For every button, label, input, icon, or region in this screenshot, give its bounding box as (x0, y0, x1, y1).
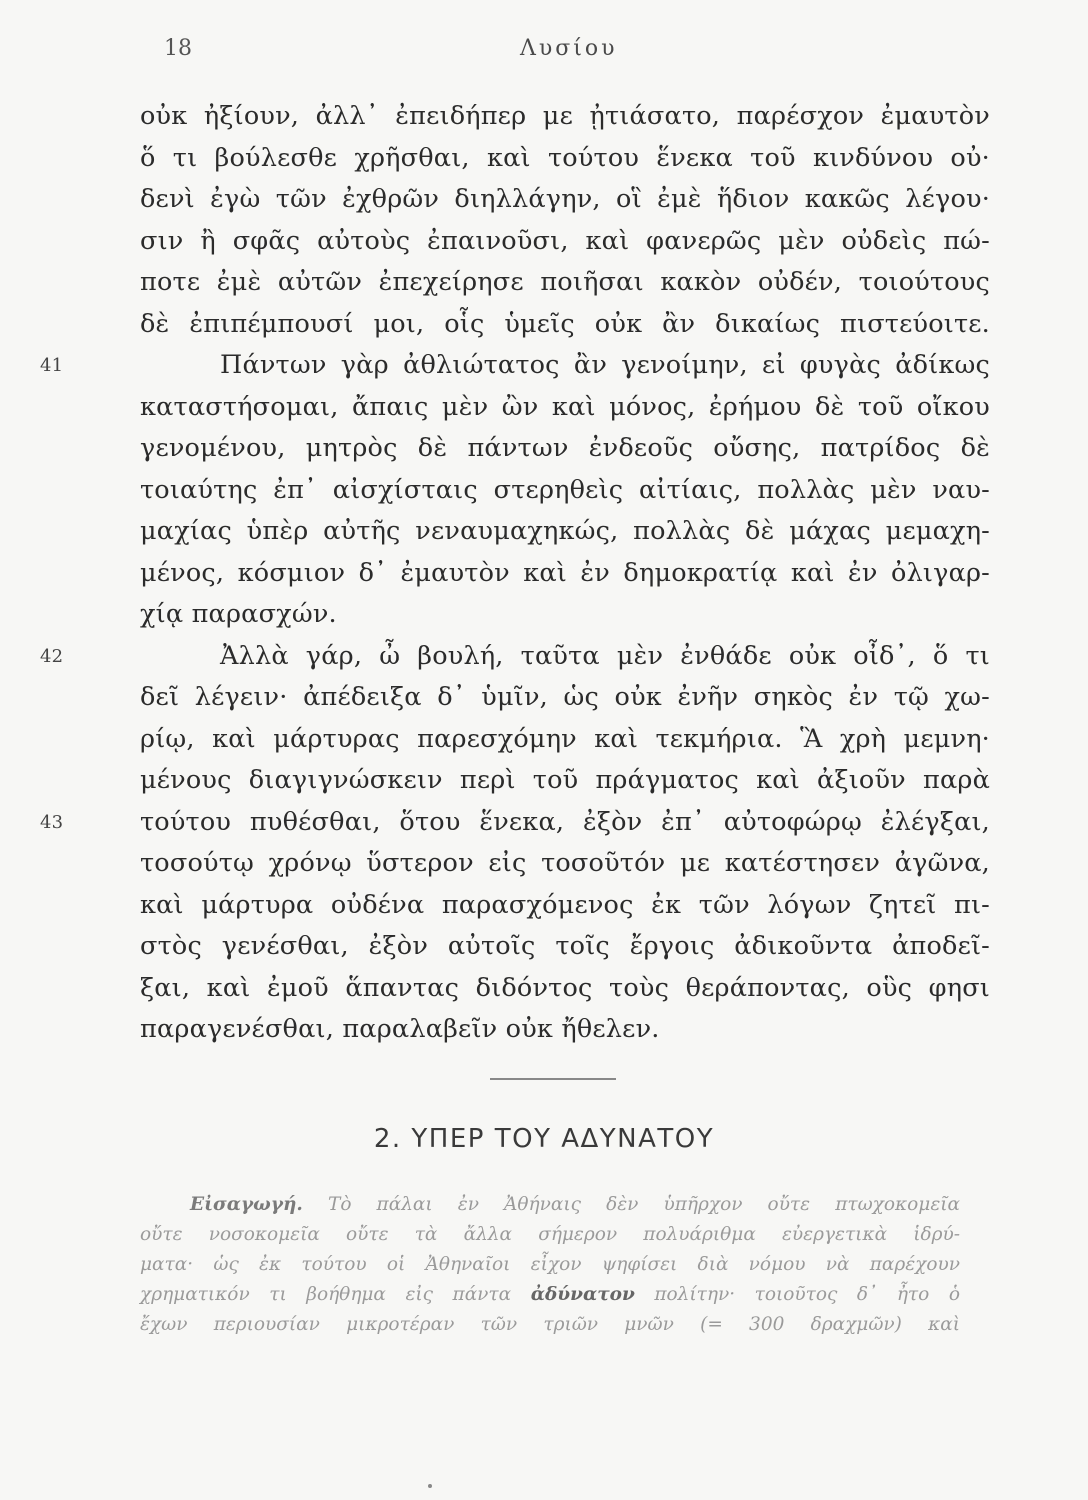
speech-title: 2. ΥΠΕΡ ΤΟΥ ΑΔΥΝΑΤΟΥ (373, 1124, 715, 1154)
line-text: σιν ἢ σφᾶς αὐτοὺς ἐπαινοῦσι, καὶ φανερῶς μὲν οὐδεὶς πώ- (140, 225, 990, 256)
intro-text: πολίτην· τοιοῦτος δ᾽ ἦτο ὁ (654, 1284, 960, 1305)
text-line (140, 1009, 990, 1051)
line-text: χίᾳ παρασχών. (140, 599, 337, 629)
text-line (140, 428, 990, 470)
line-text: Πάντων γὰρ ἀθλιώτατος ἂν γενοίμην, εἰ φυγὰς ἀδίκως (220, 350, 990, 380)
line-text: μένους διαγιγνώσκειν περὶ τοῦ πράγματος καὶ ἀξιοῦν παρὰ (140, 765, 990, 795)
line-text: οὐκ ἠξίουν, ἀλλ᾽ ἐπειδήπερ με ᾐτιάσατο, παρέσχον ἐμαυτὸν (140, 101, 990, 131)
intro-text: ματα· ὡς ἐκ τούτου οἱ Ἀθηναῖοι εἶχον ψηφίσει διὰ νόμου νὰ παρέχουν (140, 1254, 960, 1275)
section-number: 43 (40, 811, 64, 833)
line-text: Ἀλλὰ γάρ, ὦ βουλή, ταῦτα μὲν ἐνθάδε οὐκ οἶδ᾽, ὅ τι (220, 640, 990, 671)
text-line (140, 926, 990, 968)
text-line (140, 470, 990, 512)
text-line (140, 760, 990, 802)
intro-text: ἔχων περιουσίαν μικροτέραν τῶν τριῶν μνῶν (= 300 δραχμῶν) καὶ (140, 1314, 960, 1335)
line-text: ρίῳ, καὶ μάρτυρας παρεσχόμην καὶ τεκμήρια. Ἃ χρὴ μεμνη· (140, 723, 990, 754)
main-text-body (40, 96, 990, 1051)
text-line (40, 345, 990, 387)
text-line (140, 96, 990, 138)
line-text: στὸς γενέσθαι, ἐξὸν αὐτοῖς τοῖς ἔργοις ἀδικοῦντα ἀποδεῖ- (140, 931, 990, 961)
text-line (140, 719, 990, 761)
text-line (140, 968, 990, 1010)
line-text: ξαι, καὶ ἐμοῦ ἅπαντας διδόντος τοὺς θεράποντας, οὓς φησι (140, 972, 990, 1003)
page-mark (428, 1484, 432, 1488)
text-line (140, 221, 990, 263)
line-text: δεῖ λέγειν· ἀπέδειξα δ᾽ ὑμῖν, ὡς οὐκ ἐνῆν σηκὸς ἐν τῷ χω- (140, 682, 990, 712)
page-number: 18 (164, 36, 192, 61)
line-text: ποτε ἐμὲ αὐτῶν ἐπεχείρησε ποιῆσαι κακὸν οὐδέν, τοιούτους (140, 267, 990, 297)
text-line (40, 636, 990, 678)
section-number: 42 (40, 645, 64, 667)
intro-line (140, 1190, 960, 1220)
line-text: δενὶ ἐγὼ τῶν ἐχθρῶν διηλλάγην, οἳ ἐμὲ ἥδιον κακῶς λέγου· (140, 184, 990, 214)
intro-line (140, 1250, 960, 1280)
intro-heading: Εἰσαγωγή. (190, 1194, 303, 1215)
section-number: 41 (40, 355, 64, 376)
text-line (140, 843, 990, 885)
introduction (140, 1190, 960, 1340)
intro-line (140, 1220, 960, 1250)
text-line (40, 802, 990, 844)
intro-line (140, 1310, 960, 1340)
text-line (140, 677, 990, 719)
text-line (140, 885, 990, 927)
line-text: μαχίας ὑπὲρ αὐτῆς νεναυμαχηκώς, πολλὰς δὲ μάχας μεμαχη- (140, 516, 990, 546)
line-text: καὶ μάρτυρα οὐδένα παρασχόμενος ἐκ τῶν λόγων ζητεῖ πι- (140, 889, 990, 920)
text-line (140, 262, 990, 304)
line-text: τούτου πυθέσθαι, ὅτου ἕνεκα, ἐξὸν ἐπ᾽ αὐτοφώρῳ ἐλέγξαι, (140, 806, 990, 837)
line-text: γενομένου, μητρὸς δὲ πάντων ἐνδεοῦς οὔσης, πατρίδος δὲ (140, 433, 990, 463)
page-header (0, 36, 1088, 76)
line-text: καταστήσομαι, ἄπαις μὲν ὢν καὶ μόνος, ἐρήμου δὲ τοῦ οἴκου (140, 391, 990, 422)
text-line (140, 594, 990, 636)
line-text: ὅ τι βούλεσθε χρῆσθαι, καὶ τούτου ἕνεκα τοῦ κινδύνου οὐ· (140, 142, 990, 173)
running-title: Λυσίου (520, 36, 618, 61)
line-text: τοιαύτης ἐπ᾽ αἰσχίσταις στερηθεὶς αἰτίαις, πολλὰς μὲν ναυ- (140, 474, 990, 505)
text-line (140, 138, 990, 180)
intro-text: οὔτε νοσοκομεῖα οὔτε τὰ ἄλλα σήμερον πολυάριθμα εὐεργετικὰ ἱδρύ- (140, 1224, 960, 1245)
intro-keyword: ἀδύνατον (530, 1284, 635, 1305)
intro-text: Τὸ πάλαι ἐν Ἀθήναις δὲν ὑπῆρχον οὔτε πτωχοκομεῖα (327, 1194, 960, 1215)
intro-text: χρηματικόν τι βοήθημα εἰς πάντα (140, 1284, 512, 1305)
intro-line (140, 1280, 960, 1310)
section-divider (490, 1078, 616, 1080)
text-line (140, 304, 990, 346)
text-line (140, 553, 990, 595)
line-text: μένος, κόσμιον δ᾽ ἐμαυτὸν καὶ ἐν δημοκρατίᾳ καὶ ἐν ὀλιγαρ- (140, 557, 990, 588)
text-line (140, 387, 990, 429)
text-line (140, 179, 990, 221)
text-line (140, 511, 990, 553)
line-text: τοσούτῳ χρόνῳ ὕστερον εἰς τοσοῦτόν με κατέστησεν ἀγῶνα, (140, 848, 990, 878)
line-text: παραγενέσθαι, παραλαβεῖν οὐκ ἤθελεν. (140, 1014, 660, 1044)
line-text: δὲ ἐπιπέμπουσί μοι, οἷς ὑμεῖς οὐκ ἂν δικαίως πιστεύοιτε. (140, 308, 990, 339)
